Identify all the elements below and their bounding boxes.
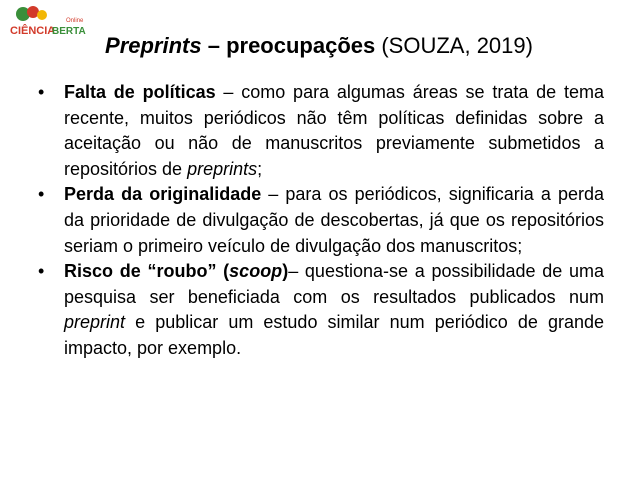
bullet-text: – como para algumas áreas se trata de tema recente, muitos periódicos não têm políticas definidas sobre a aceitação ou não de manuscritos previamente submetidos a repositórios de xyxy=(64,82,604,179)
bullet-text: ; xyxy=(257,158,263,179)
logo-accent-text: BERTA xyxy=(52,26,86,37)
slide-title xyxy=(0,33,638,59)
bullet-lead: Falta de políticas xyxy=(64,82,216,102)
logo-main-text: CIÊNCIA xyxy=(10,25,56,37)
bullet-lead: Risco de “roubo” ( xyxy=(64,261,230,282)
bullet-glyph: • xyxy=(38,184,45,205)
bullet-text: – questiona-se a possibilidade de uma pesquisa ser beneficiada com os resultados publicados num xyxy=(64,261,604,307)
bullet-text: – para os periódicos, significaria a perda da prioridade de divulgação de descobertas, já que os repositórios seriam o primeiro veículo de divulgação dos manuscritos; xyxy=(64,184,604,256)
bullet-lead: Perda da originalidade xyxy=(64,184,262,205)
title-citation: (SOUZA, 2019) xyxy=(381,33,533,58)
logo-swirl-yellow xyxy=(37,10,47,20)
bullet-text-italic: preprints xyxy=(187,158,258,179)
logo-tag-text: Online xyxy=(66,18,84,24)
title-bold: – preocupações xyxy=(201,33,382,58)
bullet-item xyxy=(34,182,604,259)
bullet-glyph: • xyxy=(38,261,45,282)
title-italic: Preprints xyxy=(105,33,202,58)
bullet-item xyxy=(34,80,604,182)
bullet-text-italic: preprint xyxy=(64,312,126,333)
bullet-lead-italic: scoop xyxy=(229,261,283,282)
bullet-glyph: • xyxy=(38,82,45,102)
bullet-list xyxy=(34,80,604,362)
bullet-item xyxy=(34,259,604,361)
bullet-text: e publicar um estudo similar num periódico de grande impacto, por exemplo. xyxy=(64,312,604,358)
bullet-lead-end: ) xyxy=(282,261,289,282)
